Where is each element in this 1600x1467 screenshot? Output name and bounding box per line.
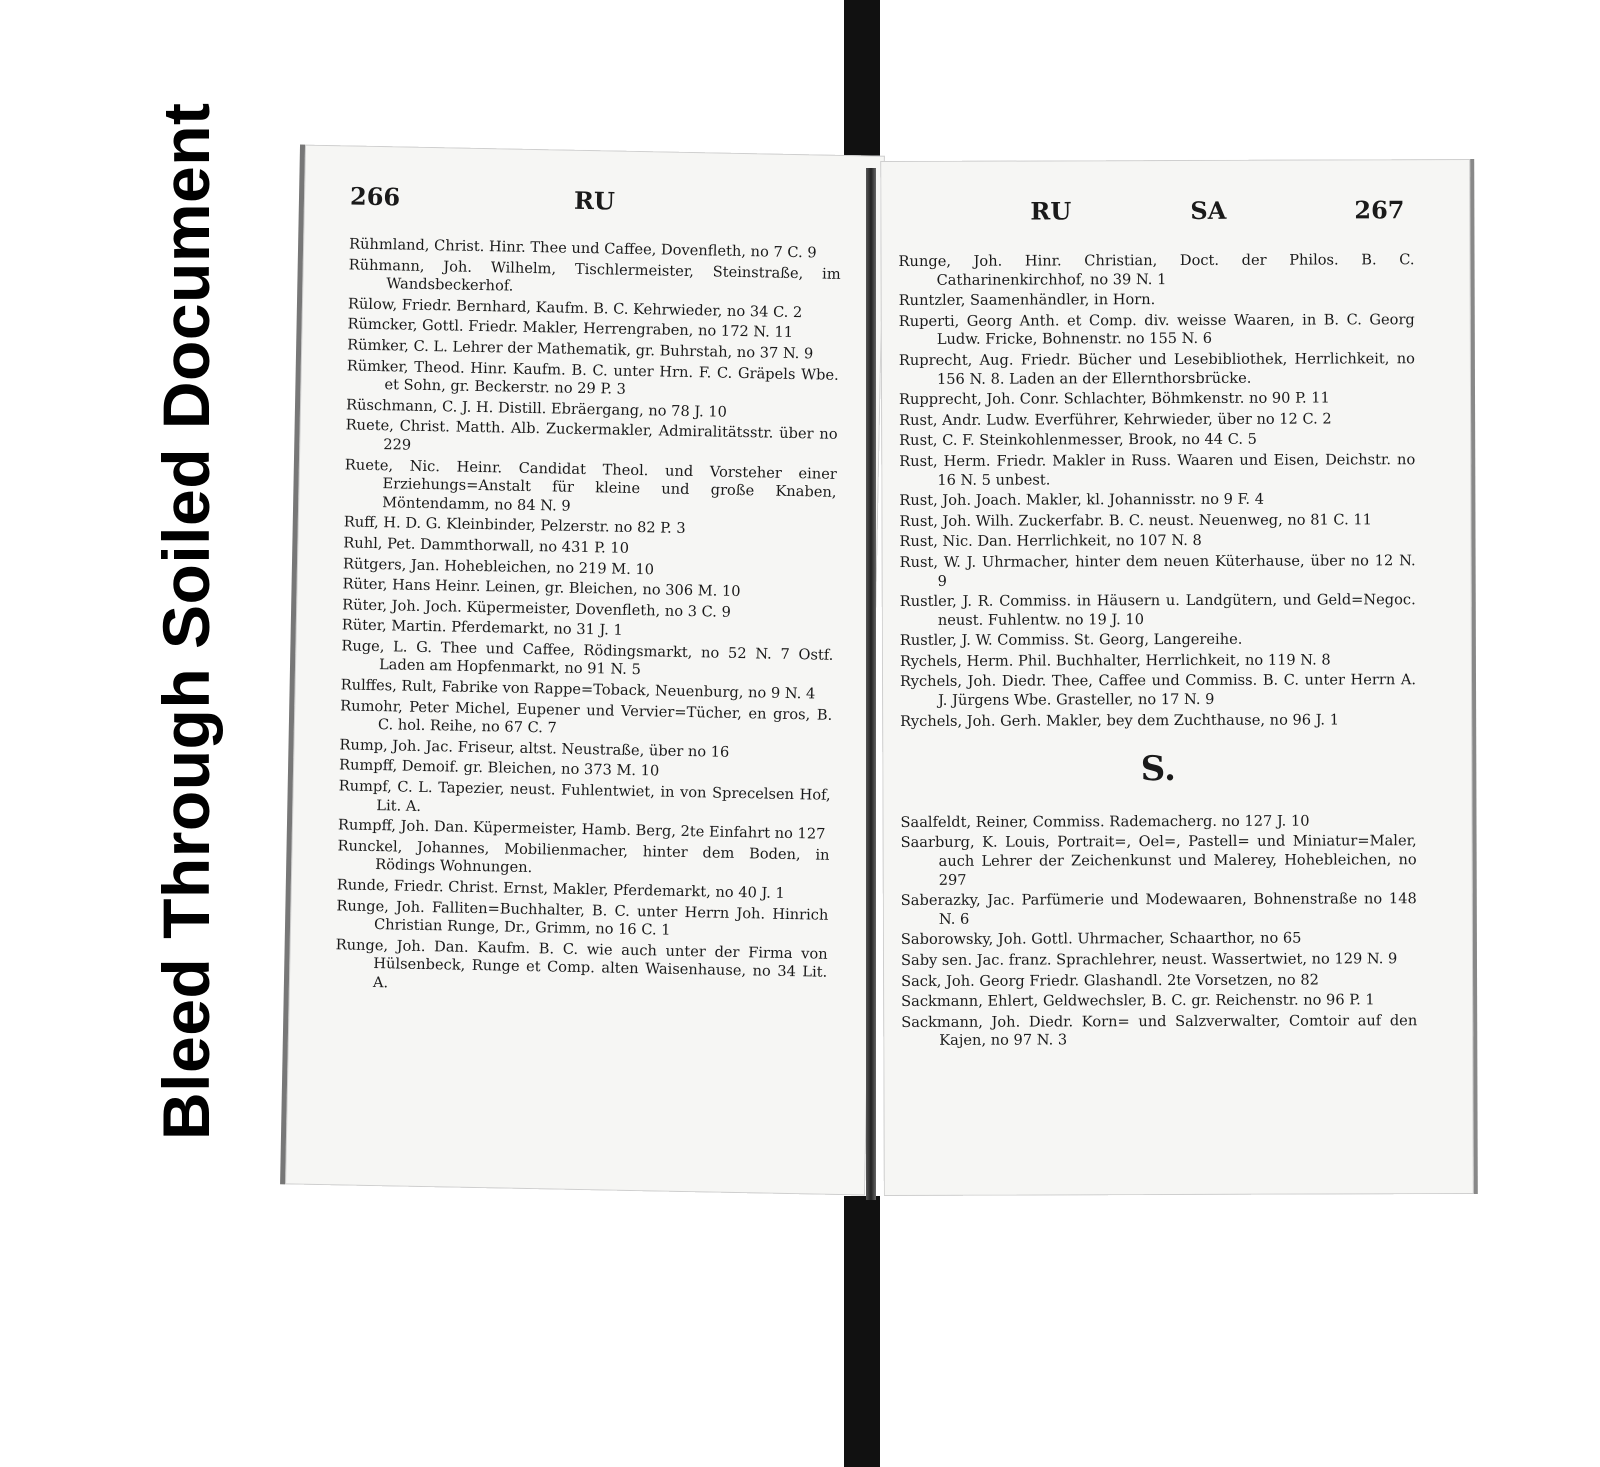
entry-list [335,235,841,1003]
directory-entry: Rychels, Herm. Phil. Buchhalter, Herrlichkeit, no 119 N. 8 [899,651,1331,670]
page-number: 266 [349,181,401,212]
directory-entry: Ruete, Christ. Matth. Alb. Zuckermakler, Admiralitätsstr. über no 229 [345,416,838,454]
directory-entry: Rust, W. J. Uhrmacher, hinter dem neuen Küterhause, über no 12 N. 9 [899,552,1416,590]
running-head-left: RU [1030,196,1072,226]
directory-entry: Rychels, Joh. Diedr. Thee, Caffee und Commiss. B. C. unter Herrn A. J. Jürgens Wbe. Grasteller, no 17 N. 9 [899,671,1417,709]
directory-entry: Rumohr, Peter Michel, Eupener und Vervier=Tücher, en gros, B. C. hol. Reihe, no 67 C. 7 [340,697,833,737]
directory-entry: Ruperti, Georg Anth. et Comp. div. weisse Waaren, in B. C. Georg Ludw. Fricke, Bohnenstr. no 155 N. 6 [898,310,1415,349]
directory-entry: Rychels, Joh. Gerh. Makler, bey dem Zuchthause, no 96 J. 1 [900,711,1340,730]
directory-entry: Rumpf, C. L. Tapezier, neust. Fuhlentwiet, in von Sprecelsen Hof, Lit. A. [338,777,831,815]
book-gutter [866,168,876,1200]
directory-entry: Runde, Friedr. Christ. Ernst, Makler, Pferdemarkt, no 40 J. 1 [336,876,785,902]
directory-entry: Rust, C. F. Steinkohlenmesser, Brook, no 44 C. 5 [899,431,1257,450]
directory-entry: Rüter, Joh. Joch. Küpermeister, Dovenfleth, no 3 C. 9 [342,596,732,621]
right-page [880,159,1478,1196]
page-number: 267 [1354,195,1405,225]
directory-entry: Rüschmann, C. J. H. Distill. Ebräergang, no 78 J. 10 [345,396,728,421]
entry-column [899,251,1418,1053]
directory-entry: Rülow, Friedr. Bernhard, Kaufm. B. C. Kehrwieder, no 34 C. 2 [347,295,803,321]
directory-entry: Rümcker, Gottl. Friedr. Makler, Herrengraben, no 172 N. 11 [347,315,794,342]
directory-entry: Saby sen. Jac. franz. Sprachlehrer, neust. Wassertwiet, no 129 N. 9 [900,950,1398,969]
binding-strap-bottom [844,1196,880,1467]
watermark-label: Bleed Through Soiled Document [149,102,223,1140]
directory-entry: Ruge, L. G. Thee und Caffee, Rödingsmarkt, no 52 N. 7 Ostf. Laden am Hopfenmarkt, no 91 N. 5 [341,637,834,679]
running-head-right: SA [1190,195,1227,225]
directory-entry: Runge, Joh. Dan. Kaufm. B. C. wie auch unter der Firma von Hülsenbeck, Runge et Comp. alten Waisenhause, no 34 Lit. A. [335,936,828,992]
directory-entry: Rütgers, Jan. Hohebleichen, no 219 M. 10 [342,554,655,578]
binding-strap-top [844,0,880,172]
directory-entry: Rümker, C. L. Lehrer der Mathematik, gr. Buhrstah, no 37 N. 9 [347,336,814,363]
directory-entry: Rustler, J. R. Commiss. in Häusern u. Landgütern, und Geld=Negoc. neust. Fuhlentw. no 19 J. 10 [899,591,1416,629]
directory-entry: Rüter, Martin. Pferdemarkt, no 31 J. 1 [341,616,623,640]
running-head: RU [573,185,616,216]
directory-entry: Sackmann, Ehlert, Geldwechsler, B. C. gr. Reichenstr. no 96 P. 1 [901,991,1375,1011]
directory-entry: Ruff, H. D. G. Kleinbinder, Pelzerstr. no 82 P. 3 [343,513,686,538]
directory-entry: Runtzler, Saamenhändler, in Horn. [898,291,1156,310]
directory-entry: Rumpff, Demoif. gr. Bleichen, no 373 M. 10 [338,756,660,780]
directory-entry: Ruhl, Pet. Dammthorwall, no 431 P. 10 [343,534,630,557]
directory-entry: Runge, Joh. Hinr. Christian, Doct. der Philos. B. C. Catharinenkirchhof, no 39 N. 1 [898,251,1415,289]
directory-entry: Rulffes, Rult, Fabrike von Rappe=Toback, Neuenburg, no 9 N. 4 [340,676,816,703]
directory-entry: Saborowsky, Joh. Gottl. Uhrmacher, Schaarthor, no 65 [900,929,1302,949]
directory-entry: Rustler, J. W. Commiss. St. Georg, Langereihe. [899,631,1243,650]
directory-entry: Ruete, Nic. Heinr. Candidat Theol. und Vorsteher einer Erziehungs=Anstalt für kleine und große Knaben, Möntendamm, no 84 N. 9 [344,455,837,515]
left-page [280,144,885,1195]
directory-entry: Sackmann, Joh. Diedr. Korn= und Salzverwalter, Comtoir auf den Kajen, no 97 N. 3 [901,1011,1418,1050]
directory-entry: Rump, Joh. Jac. Friseur, altst. Neustraße, über no 16 [339,736,730,761]
directory-entry: Rühmland, Christ. Hinr. Thee und Caffee, Dovenfleth, no 7 C. 9 [348,235,817,262]
directory-entry: Rust, Andr. Ludw. Everführer, Kehrwieder, über no 12 C. 2 [899,410,1332,429]
directory-entry: Rust, Nic. Dan. Herrlichkeit, no 107 N. 8 [899,532,1202,551]
directory-entry: Rüter, Hans Heinr. Leinen, gr. Bleichen, no 306 M. 10 [342,575,741,601]
section-letter-heading: S. [1140,749,1176,790]
directory-entry: Saalfeldt, Reiner, Commiss. Rademacherg. no 127 J. 10 [900,812,1310,831]
directory-entry: Saberazky, Jac. Parfümerie und Modewaaren, Bohnenstraße no 148 N. 6 [900,890,1417,928]
directory-entry: Rupprecht, Joh. Conr. Schlachter, Böhmkenstr. no 90 P. 11 [898,389,1330,409]
entry-list-s [900,812,1417,1051]
directory-entry: Rust, Herm. Friedr. Makler in Russ. Waaren und Eisen, Deichstr. no 16 N. 5 unbest. [899,451,1416,489]
directory-entry: Rust, Joh. Wilh. Zuckerfabr. B. C. neust. Neuenweg, no 81 C. 11 [899,511,1372,530]
directory-entry: Rühmann, Joh. Wilhelm, Tischlermeister, Steinstraße, im Wandsbeckerhof. [348,256,841,295]
directory-entry: Saarburg, K. Louis, Portrait=, Oel=, Pastell= und Miniatur=Maler, auch Lehrer der Zeichenkunst und Malerey, Hohebleichen, no 297 [900,832,1417,889]
directory-entry: Rust, Joh. Joach. Makler, kl. Johannisstr. no 9 F. 4 [899,490,1265,510]
directory-entry: Runge, Joh. Falliten=Buchhalter, B. C. unter Herrn Joh. Hinrich Christian Runge, Dr., Grimm, no 16 C. 1 [336,896,829,939]
directory-entry: Ruprecht, Aug. Friedr. Bücher und Lesebibliothek, Herrlichkeit, no 156 N. 8. Laden an der Ellernthorsbrücke. [898,350,1415,388]
entry-list-ru [899,251,1417,731]
directory-entry: Sack, Joh. Georg Friedr. Glashandl. 2te Vorsetzen, no 82 [901,971,1319,990]
directory-entry: Rumpff, Joh. Dan. Küpermeister, Hamb. Berg, 2te Einfahrt no 127 [337,816,826,843]
directory-entry: Runckel, Johannes, Mobilienmacher, hinter dem Boden, in Rödings Wohnungen. [337,837,830,877]
directory-entry: Rümker, Theod. Hinr. Kaufm. B. C. unter Hrn. F. C. Gräpels Wbe. et Sohn, gr. Beckerstr. no 29 P. 3 [346,356,839,398]
